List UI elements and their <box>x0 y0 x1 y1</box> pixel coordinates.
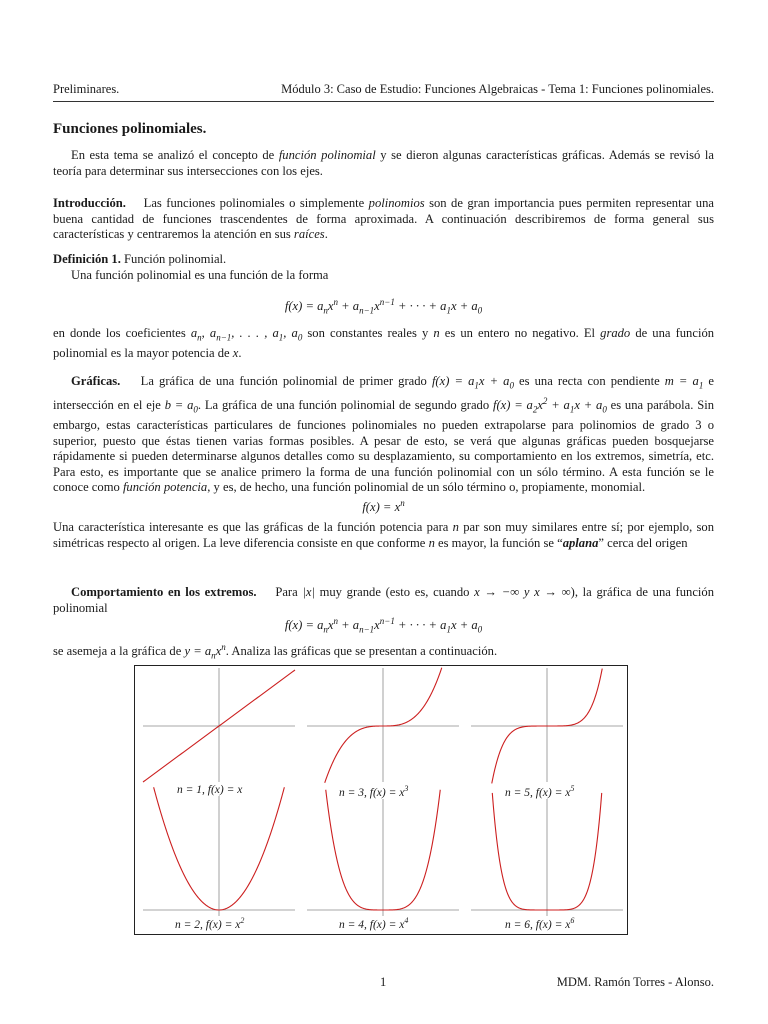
footer-author: MDM. Ramón Torres - Alonso. <box>556 975 714 989</box>
power-functions-svg <box>135 666 629 936</box>
potencia-paragraph: Una característica interesante es que las gráficas de la función potencia para n par son muy similares entre sí; por ejemplo, son simétricas respecto al origen. La leve diferencia consiste en que conforme n es mayor, la función se “aplana” cerca del origen <box>53 520 714 550</box>
introduccion-paragraph: Introducción. Las funciones polinomiales o simplemente polinomios son de gran importancia pues permiten representar una buena cantidad de funciones trascendentes de forma aproximada. A continuación describiremos de forma general sus características y centraremos la atención en sus raíces. <box>53 196 714 241</box>
comportamiento-after: se asemeja a la gráfica de $y = a_nx^n$. Analiza las gráficas que se presentan a continuación. <box>53 642 498 661</box>
caption-n4: n = 4, $f(x) = x^4$ <box>339 916 409 931</box>
definition-line: Una función polinomial es una función de la forma <box>71 268 329 282</box>
comportamiento-heading: Comportamiento en los extremos. <box>71 585 257 599</box>
panel-n3 <box>307 668 459 783</box>
polynomial-equation: $f(x) = a_nx^n + a_{n-1}x^{n-1}$ + · · · + $a_1x + a_0$ <box>284 297 483 316</box>
caption-n5: n = 5, $f(x) = x^5$ <box>505 784 575 799</box>
header-right: Módulo 3: Caso de Estudio: Funciones Algebraicas - Tema 1: Funciones polinomiales. <box>281 82 714 96</box>
power-function-equation: $f(x) = x^n$ <box>362 498 405 515</box>
page-number: 1 <box>380 975 387 989</box>
polynomial-equation-2: $f(x) = a_nx^n + a_{n-1}x^{n-1}$ + · · · + $a_1x + a_0$ <box>284 616 483 635</box>
caption-n2: n = 2, $f(x) = x^2$ <box>175 916 245 931</box>
graficas-heading: Gráficas. <box>71 374 121 388</box>
panel-n5 <box>471 668 623 783</box>
panel-n4 <box>307 788 459 920</box>
introduccion-heading: Introducción. <box>53 196 126 210</box>
header-rule <box>53 101 714 102</box>
panel-n1 <box>143 668 295 782</box>
definition-heading: Definición 1. Función polinomial. <box>53 252 227 266</box>
header-left: Preliminares. <box>53 82 120 96</box>
comportamiento-paragraph: Comportamiento en los extremos. Para |x| muy grande (esto es, cuando x → −∞ y x → ∞), la gráfica de una función polinomial <box>53 585 715 615</box>
graficas-paragraph: Gráficas. La gráfica de una función polinomial de primer grado $f(x) = a_1x + a_0$ es una recta con pendiente $m = a_1$ e intersección en el eje $b = a_0$. La gráfica de una función polinomial de segundo grado $f(x) = a_2x^2 + a_1x + a_0$ es una parábola. Sin embargo, estas características particulares de funciones polinomiales no pueden extrapolarse para polinomios de grado 3 o superior, puesto que éstas tienen varias formas posibles. A pesar de esto, se verá que algunas gráficas pueden bosquejarse rápidamente si pueden determinarse algunos detalles como su desplazamiento, su comportamiento en los extremos, simetría, etc. Para esto, es importante que se analice primero la forma de una función polinomial con un sólo término. A esta función se le conoce como función potencia, y es, de hecho, una función polinomial de un sólo término o, propiamente, monomial. <box>53 374 715 495</box>
panel-n6 <box>471 788 623 920</box>
panel-n2 <box>143 787 295 920</box>
definition-explanation: en donde los coeficientes $a_n$, $a_{n-1}$, . . . , $a_1$, $a_0$ son constantes reales y n es un entero no negativo. El grado de una función polinomial es la mayor potencia de x. <box>53 326 715 361</box>
caption-n1: n = 1, f(x) = x <box>177 784 243 796</box>
section-title: Funciones polinomiales. <box>53 121 207 137</box>
caption-n3: n = 3, $f(x) = x^3$ <box>339 784 409 799</box>
caption-n6: n = 6, $f(x) = x^6$ <box>505 916 575 931</box>
power-functions-figure <box>134 665 628 935</box>
intro-paragraph: En esta tema se analizó el concepto de función polinomial y se dieron algunas características gráficas. Además se revisó la teoría para determinar sus intersecciones con los ejes. <box>53 148 715 178</box>
